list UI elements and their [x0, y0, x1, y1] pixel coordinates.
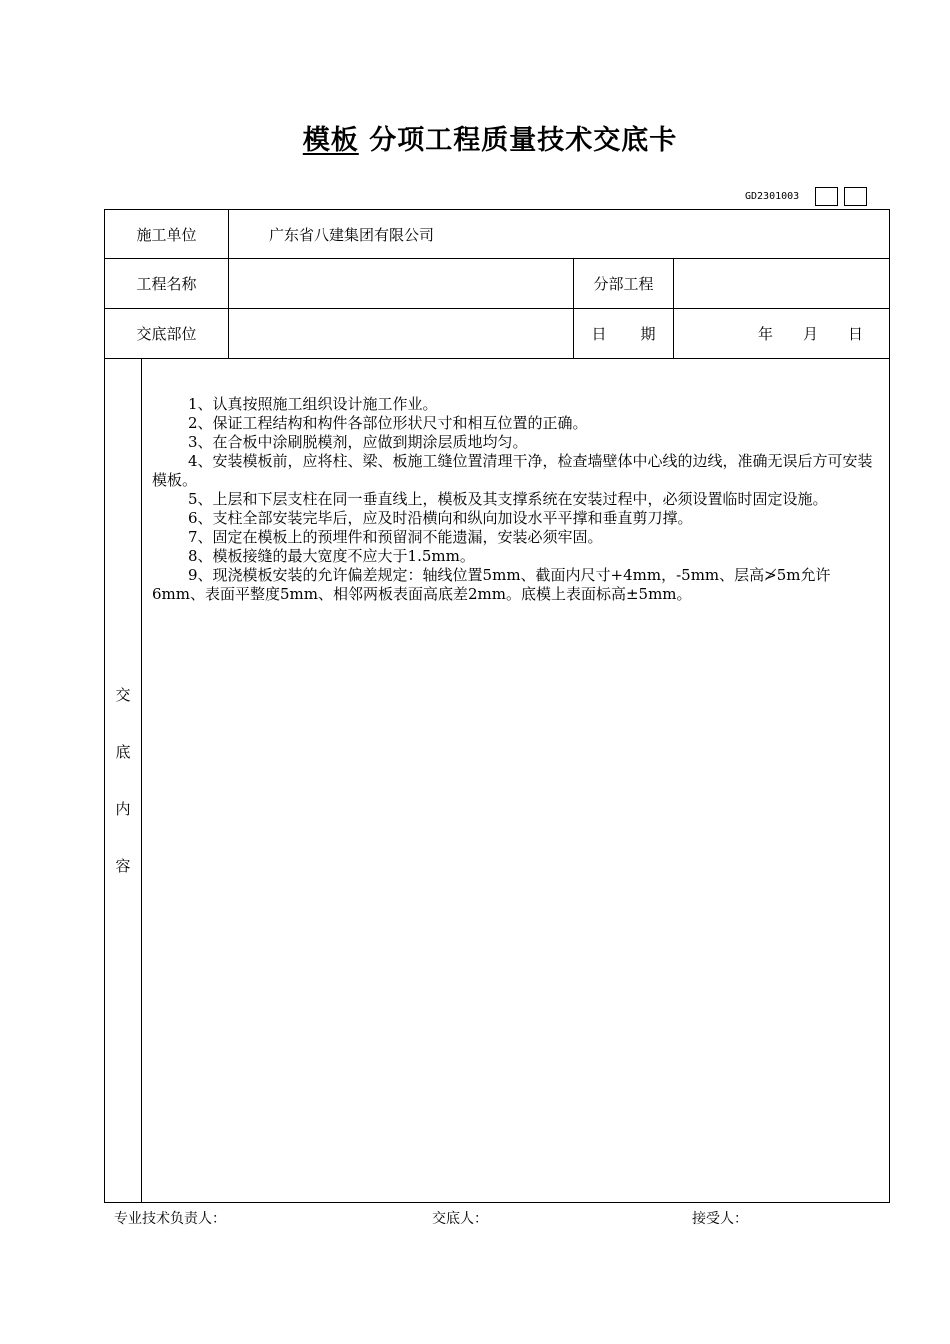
location-label: 交底部位 [105, 309, 229, 359]
date-label-2: 期 [640, 325, 656, 343]
unit-label: 施工单位 [105, 210, 229, 259]
receiver-signature[interactable]: 接受人： [692, 1211, 748, 1227]
content-item-3: 3、在合板中涂刷脱模剂，应做到期涂层质地均匀。 [188, 433, 528, 451]
subdivision-label: 分部工程 [574, 259, 674, 309]
title-underlined: 模板 [302, 125, 359, 156]
date-year: 年 [757, 325, 773, 343]
code-box-2[interactable] [844, 187, 867, 206]
disclosure-form [104, 209, 890, 1203]
content-item-8: 8、模板接缝的最大宽度不应大于1.5mm。 [188, 547, 475, 565]
side-char-4: 容 [115, 856, 131, 875]
project-value[interactable] [229, 259, 574, 309]
side-char-2: 底 [115, 742, 131, 761]
unit-value[interactable]: 广东省八建集团有限公司 [229, 210, 890, 259]
form-code: GD2301003 [745, 190, 800, 202]
location-value[interactable] [229, 309, 574, 359]
tech-lead-signature[interactable]: 专业技术负责人： [114, 1211, 226, 1227]
content-item-1: 1、认真按照施工组织设计施工作业。 [188, 395, 438, 413]
title-rest: 分项工程质量技术交底卡 [369, 125, 678, 156]
content-item-9: 9、现浇模板安装的允许偏差规定：轴线位置5mm、截面内尺寸+4mm，-5mm、层高≯5m允许6mm、表面平整度5mm、相邻两板表面高底差2mm。底模上表面标高±5mm。 [152, 566, 831, 603]
content-side-label [105, 359, 142, 1203]
date-label-1: 日 [591, 325, 607, 343]
content-item-2: 2、保证工程结构和构件各部位形状尺寸和相互位置的正确。 [188, 414, 588, 432]
content-item-5: 5、上层和下层支柱在同一垂直线上，模板及其支撑系统在安装过程中，必须设置临时固定设施。 [188, 490, 828, 508]
date-value[interactable] [674, 309, 890, 359]
subdivision-value[interactable] [674, 259, 890, 309]
date-day: 日 [848, 325, 864, 343]
side-char-1: 交 [115, 685, 131, 704]
page-title [0, 118, 950, 157]
date-label [574, 309, 674, 359]
side-char-3: 内 [115, 799, 131, 818]
project-label: 工程名称 [105, 259, 229, 309]
form-code-row [745, 186, 873, 206]
content-item-7: 7、固定在模板上的预埋件和预留洞不能遗漏，安装必须牢固。 [188, 528, 603, 546]
discloser-signature[interactable]: 交底人： [432, 1211, 488, 1227]
content-item-6: 6、支柱全部安装完毕后，应及时沿横向和纵向加设水平平撑和垂直剪刀撑。 [188, 509, 693, 527]
content-item-4: 4、安装模板前，应将柱、梁、板施工缝位置清理干净，检查墙壁体中心线的边线，准确无误后方可安装模板。 [152, 452, 873, 489]
code-box-1[interactable] [815, 187, 838, 206]
content-body [142, 359, 890, 1203]
date-month: 月 [802, 325, 818, 343]
